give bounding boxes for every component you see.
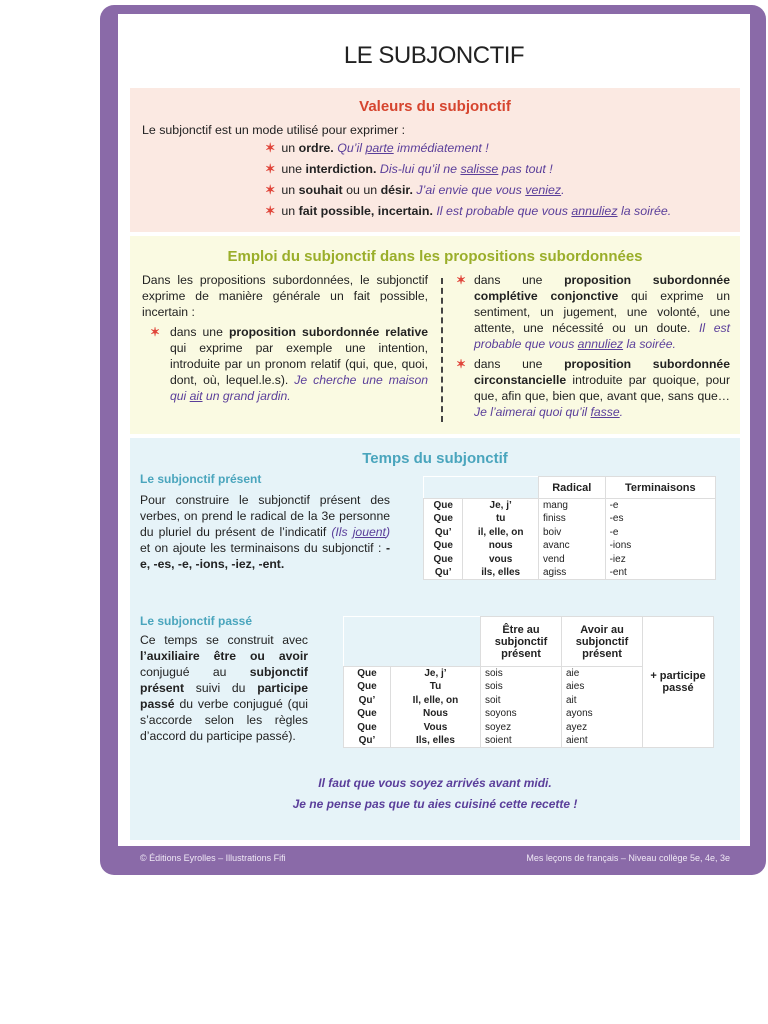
terminaison-column xyxy=(605,499,715,580)
star-icon: ✶ xyxy=(456,357,467,371)
table-cell: Qu’ xyxy=(434,567,452,579)
page-title: LE SUBJONCTIF xyxy=(343,42,525,69)
table-cell: -e xyxy=(609,500,619,511)
table-cell: soyons xyxy=(485,708,517,720)
lesson-sheet xyxy=(118,14,750,846)
footer xyxy=(100,848,766,872)
table-cell: Que xyxy=(357,681,377,693)
table-cell: Vous xyxy=(423,721,448,733)
table-cell: Qu’ xyxy=(358,694,376,706)
table-cell: tu xyxy=(495,513,506,525)
table-cell: Je, j’ xyxy=(424,668,447,679)
table-cell: Que xyxy=(433,500,453,511)
star-icon: ✶ xyxy=(150,325,161,339)
emploi-heading: Emploi du subjonctif dans les propositions subordonnées xyxy=(227,248,643,265)
table-cell: Tu xyxy=(429,681,442,693)
valeur-item: ✶ un souhait ou un désir. J’ai envie que vous veniez. xyxy=(265,183,565,197)
column-divider xyxy=(441,278,443,422)
star-icon: ✶ xyxy=(265,141,276,155)
star-icon: ✶ xyxy=(265,162,276,176)
valeurs-heading: Valeurs du subjonctif xyxy=(359,98,511,115)
emploi-intro: Dans les propositions subordonnées, le subjonctif exprime de manière générale un fait possible, incertain : xyxy=(142,273,428,319)
table-cell: sois xyxy=(485,668,503,679)
example-line: Il faut que vous soyez arrivés avant midi. xyxy=(318,776,552,790)
table-cell: Que xyxy=(357,668,377,679)
emploi-right-column xyxy=(456,272,730,420)
table-cell: -e xyxy=(609,526,619,538)
table-cell: soit xyxy=(485,694,501,706)
table-cell: Qu’ xyxy=(358,735,376,747)
table-cell: soyez xyxy=(485,721,512,733)
table-cell: Il, elle, on xyxy=(412,694,459,706)
emploi-item-relative: ✶ dans une proposition subordonnée relative qui exprime par exemple une intention, introduite par un pronom relatif (qui, que, quoi, dont, où, lequel.le.s). Je cherche une maison qui ait un grand jardin. xyxy=(150,325,429,403)
table-cell: Nous xyxy=(422,708,448,720)
que-column xyxy=(424,499,463,580)
table-cell: boiv xyxy=(542,526,562,538)
table-cell: aies xyxy=(566,681,585,693)
emploi-item-circonstancielle: ✶ dans une proposition subordonnée circonstancielle introduite par quoique, pour que, afin que, bien que, avant que, sans que… Je l’aimerai quoi qu’il fasse. xyxy=(456,357,730,419)
table-cell: soient xyxy=(485,735,512,747)
table-cell: -ent xyxy=(609,567,627,579)
valeur-item: ✶ un fait possible, incertain. Il est probable que vous annuliez la soirée. xyxy=(265,204,672,218)
table-cell: mang xyxy=(542,500,568,511)
col-terminaisons: Terminaisons xyxy=(605,477,715,499)
valeurs-section xyxy=(130,88,740,232)
col-radical: Radical xyxy=(538,477,605,499)
table-cell: ait xyxy=(566,694,577,706)
table-cell: Que xyxy=(357,721,377,733)
table-cell: finiss xyxy=(542,513,566,525)
radical-column xyxy=(538,499,605,580)
star-icon: ✶ xyxy=(265,183,276,197)
passe-examples xyxy=(130,773,740,815)
passe-subheading: Le subjonctif passé xyxy=(140,614,253,628)
table-cell: aie xyxy=(566,668,580,679)
table-cell: nous xyxy=(488,540,513,552)
present-text: Pour construire le subjonctif présent des verbes, on prend le radical de la 3e personne du pluriel du présent de l’indicatif (Ils jouent) et on ajoute les terminaisons du subjonctif : -e, -es, -e, -ions, -iez, -ent. xyxy=(140,493,390,571)
emploi-section xyxy=(130,236,740,434)
table-cell: Ils, elles xyxy=(416,735,455,747)
valeurs-intro: Le subjonctif est un mode utilisé pour exprimer : xyxy=(142,123,406,137)
valeur-item: ✶ un ordre. Qu’il parte immédiatement ! xyxy=(265,141,489,155)
table-cell: Que xyxy=(433,513,453,525)
present-subheading: Le subjonctif présent xyxy=(140,472,262,486)
que-column xyxy=(344,667,391,748)
table-cell: ayons xyxy=(566,708,593,720)
footer-credit: © Éditions Eyrolles – Illustrations Fifi xyxy=(140,853,286,863)
table-cell: vous xyxy=(489,553,513,565)
table-cell: il, elle, on xyxy=(477,526,524,538)
example-line: Je ne pense pas que tu aies cuisiné cette recette ! xyxy=(292,797,578,811)
table-cell: -ions xyxy=(609,540,632,552)
table-cell: -es xyxy=(609,513,624,525)
emploi-left-column xyxy=(142,272,428,404)
emploi-item-completive: ✶ dans une proposition subordonnée complétive conjonctive qui exprime un sentiment, un jugement, une volonté, une attente, une nécessité ou un doute. Il est probable que vous annuliez la soirée. xyxy=(456,273,730,351)
temps-section xyxy=(130,438,740,840)
col-participe: + participe passé xyxy=(643,617,714,748)
etre-column xyxy=(481,667,562,748)
col-avoir: Avoir au subjonctif présent xyxy=(562,617,643,667)
avoir-column xyxy=(562,667,643,748)
pronoun-column xyxy=(390,667,480,748)
present-table xyxy=(423,476,716,580)
pronoun-column xyxy=(463,499,539,580)
table-cell: ils, elles xyxy=(481,567,521,579)
table-cell: aient xyxy=(566,735,588,747)
passe-text: Ce temps se construit avec l’auxiliaire être ou avoir conjugué au subjonctif présent suivi du participe passé du verbe conjugué (qui s’accorde selon les règles d’accord du participe passé). xyxy=(140,633,308,743)
table-cell: Qu’ xyxy=(434,526,452,538)
star-icon: ✶ xyxy=(456,273,467,287)
col-etre: Être au subjonctif présent xyxy=(481,617,562,667)
table-cell: -iez xyxy=(609,553,626,565)
table-cell: Que xyxy=(433,553,453,565)
star-icon: ✶ xyxy=(265,204,276,218)
passe-table xyxy=(343,616,714,748)
table-cell: Je, j’ xyxy=(489,500,512,511)
table-cell: Que xyxy=(433,540,453,552)
table-cell: ayez xyxy=(566,721,588,733)
footer-series: Mes leçons de français – Niveau collège 5e, 4e, 3e xyxy=(526,853,730,863)
temps-heading: Temps du subjonctif xyxy=(362,450,508,467)
table-cell: agiss xyxy=(542,567,567,579)
table-cell: Que xyxy=(357,708,377,720)
valeur-item: ✶ une interdiction. Dis-lui qu’il ne salisse pas tout ! xyxy=(265,162,553,176)
table-cell: vend xyxy=(542,553,565,565)
table-cell: avanc xyxy=(542,540,570,552)
table-cell: sois xyxy=(485,681,503,693)
